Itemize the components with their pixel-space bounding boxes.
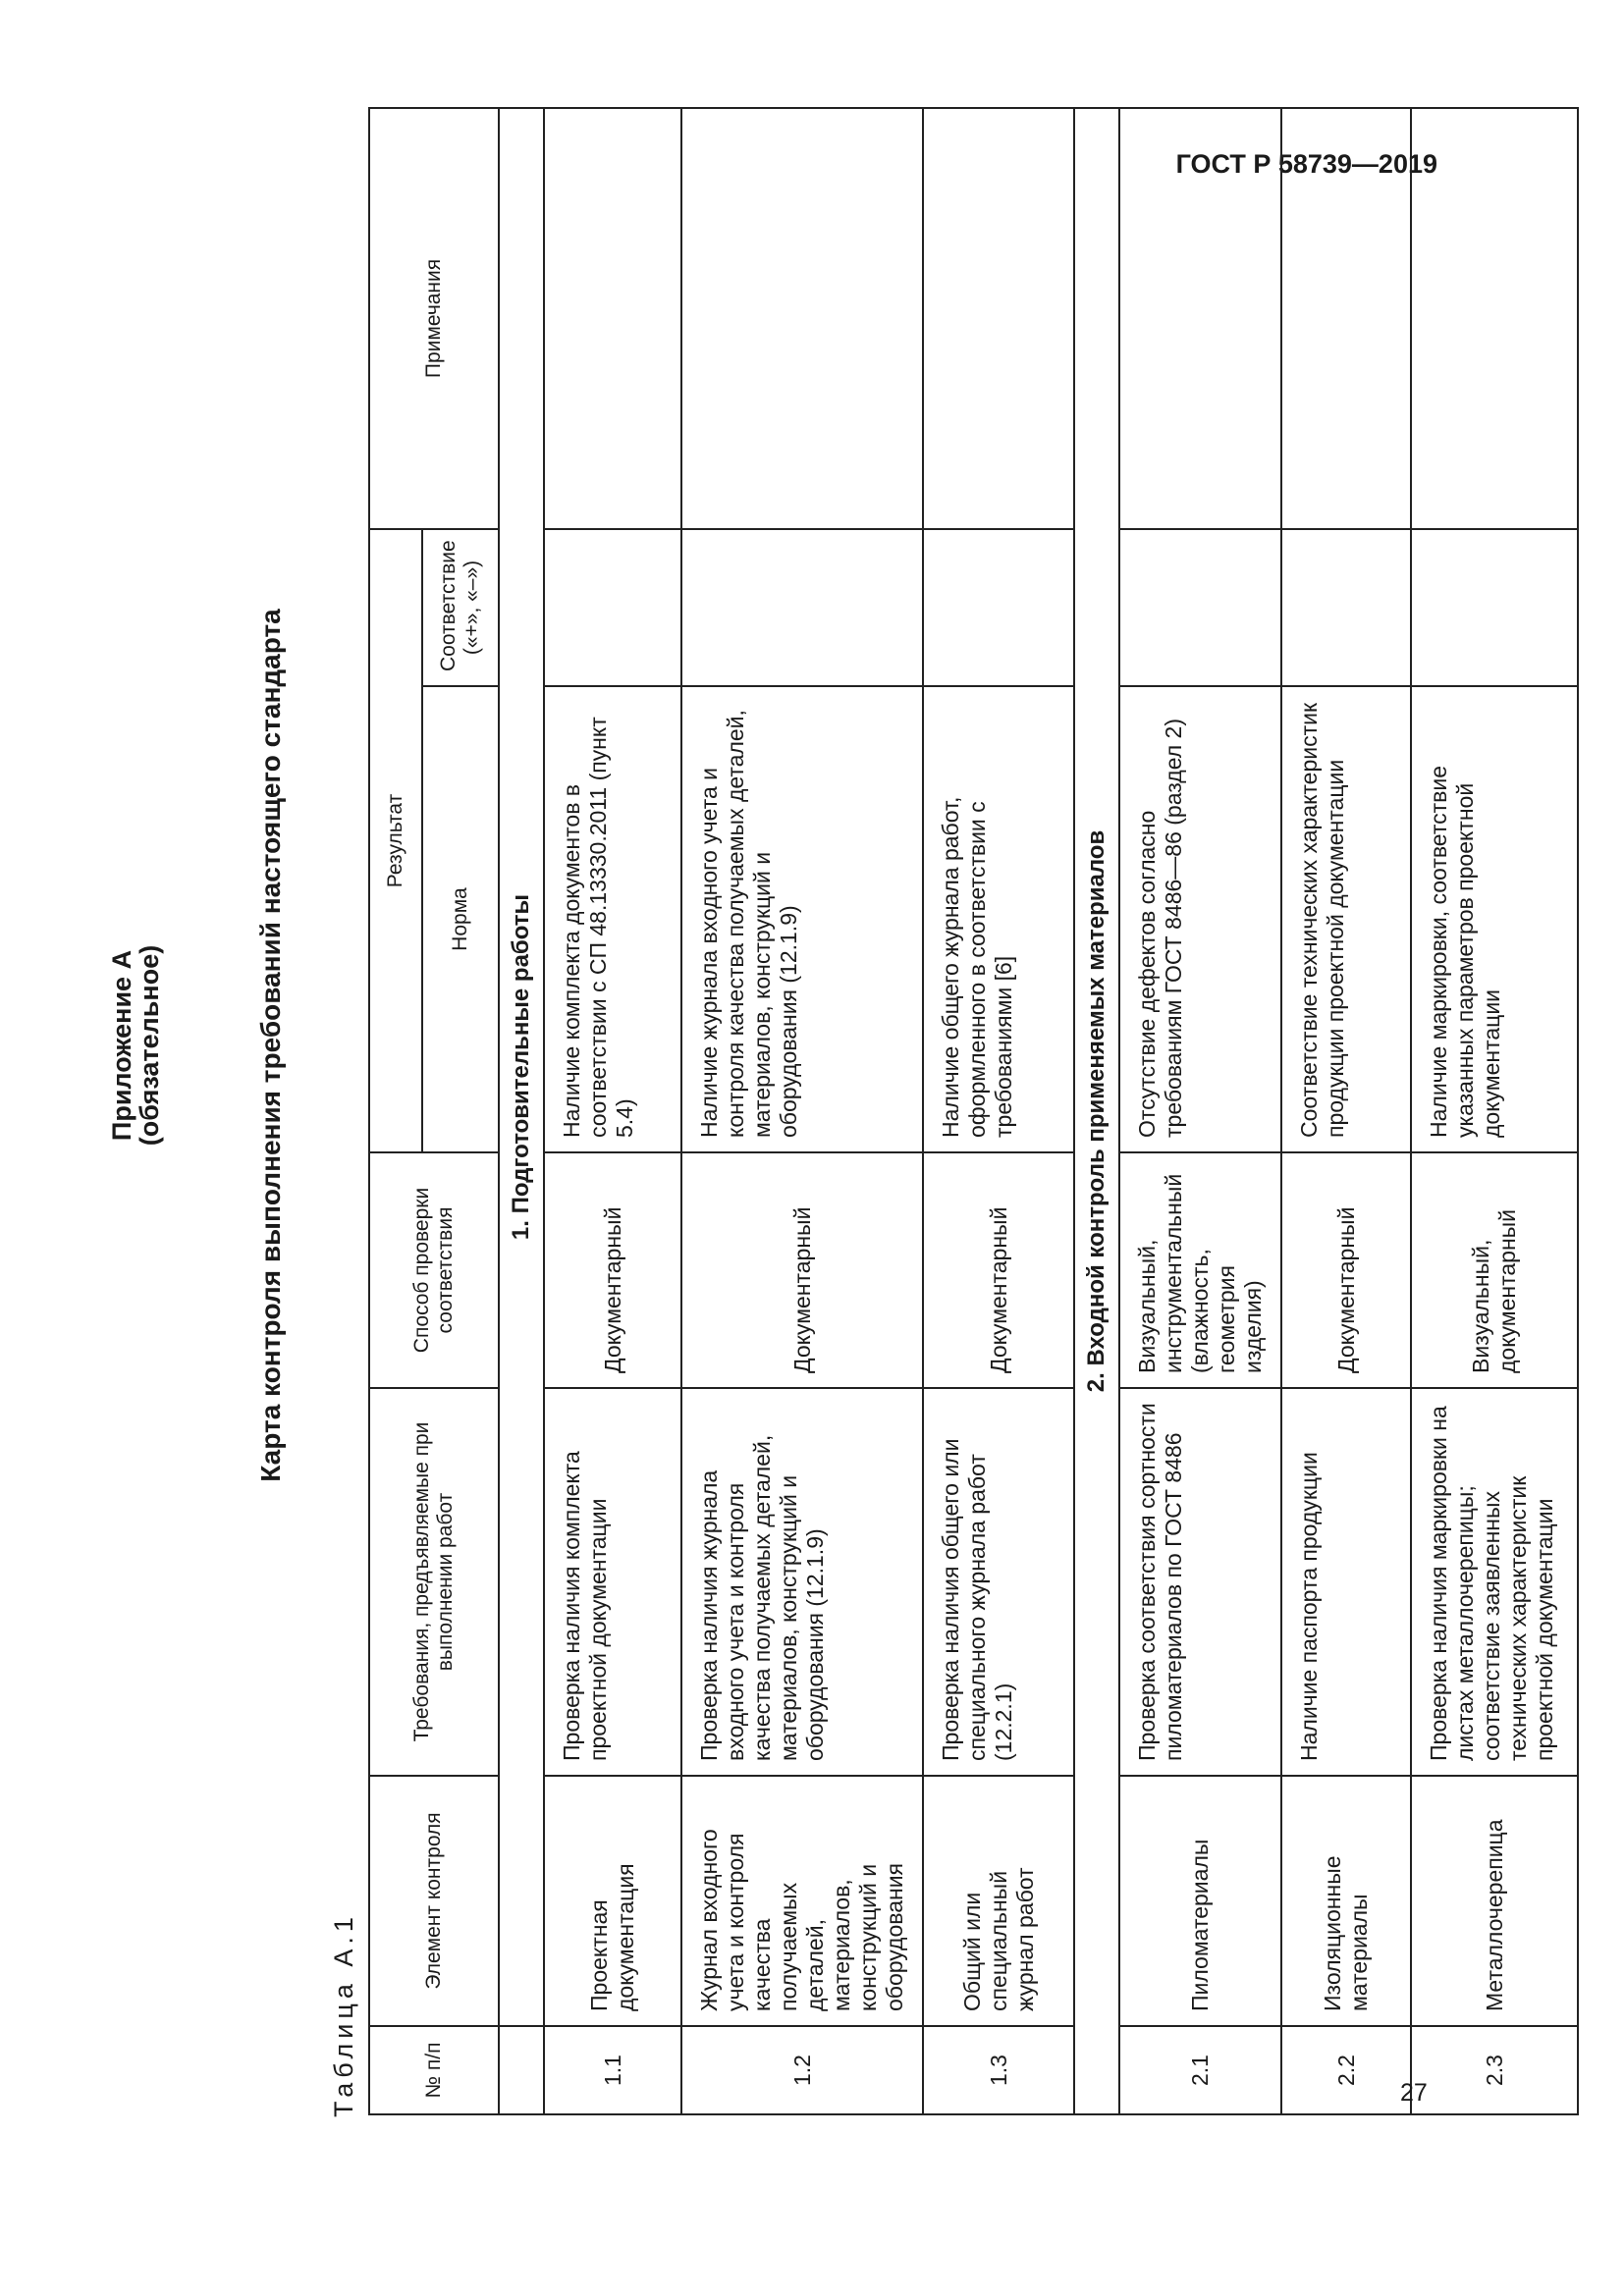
control-table: [368, 107, 1579, 2115]
row-method: Визуальный, документарный: [1411, 1152, 1578, 1388]
table-row: [544, 108, 681, 2114]
header-notes: Примечания: [369, 108, 499, 529]
section-spacer: [499, 2026, 544, 2114]
row-correspondence: [1281, 529, 1411, 686]
row-requirement: Проверка наличия общего или специального журнала работ (12.2.1): [923, 1388, 1074, 1776]
row-element: Журнал входного учета и контроля качества получаемых деталей, материалов, конструкций и оборудования: [681, 1776, 923, 2026]
table-row: [1119, 108, 1281, 2114]
row-norm: Отсутствие дефектов согласно требованиям ГОСТ 8486—86 (раздел 2): [1119, 686, 1281, 1152]
row-notes: [544, 108, 681, 529]
section-title: 1. Подготовительные работы: [499, 108, 544, 2026]
row-correspondence: [681, 529, 923, 686]
row-num: 2.1: [1119, 2026, 1281, 2114]
appendix-status: (обязательное): [135, 944, 164, 1147]
row-correspondence: [923, 529, 1074, 686]
table-row: [1281, 108, 1411, 2114]
row-element: Пиломатериалы: [1119, 1776, 1281, 2026]
table-row: [681, 108, 923, 2114]
row-method: Документарный: [1281, 1152, 1411, 1388]
section-row: [1074, 108, 1119, 2114]
header-num: № п/п: [369, 2026, 499, 2114]
row-requirement: Проверка наличия маркировки на листах металлочерепицы; соответствие заявленных технических характеристик проектной документации: [1411, 1388, 1578, 1776]
table-row: [1411, 108, 1578, 2114]
row-norm: Наличие журнала входного учета и контроля качества получаемых деталей, материалов, конструкций и оборудования (12.1.9): [681, 686, 923, 1152]
header-result: Результат: [369, 529, 422, 1152]
row-num: 1.2: [681, 2026, 923, 2114]
section-title: 2. Входной контроль применяемых материалов: [1074, 108, 1119, 2114]
row-method: Визуальный, инструментальный (влажность, геометрия изделия): [1119, 1152, 1281, 1388]
table-row: [923, 108, 1074, 2114]
page-number: 27: [1400, 2079, 1428, 2107]
section-row: [499, 108, 544, 2114]
row-element: Металлочерепица: [1411, 1776, 1578, 2026]
header-requirements: Требования, предъявляемые при выполнении работ: [369, 1388, 499, 1776]
row-num: 2.3: [1411, 2026, 1578, 2114]
row-num: 1.3: [923, 2026, 1074, 2114]
header-norm: Норма: [422, 686, 499, 1152]
row-correspondence: [544, 529, 681, 686]
row-norm: Соответствие технических характеристик продукции проектной документации: [1281, 686, 1411, 1152]
row-notes: [1281, 108, 1411, 529]
row-requirement: Проверка соответствия сортности пиломатериалов по ГОСТ 8486: [1119, 1388, 1281, 1776]
row-norm: Наличие маркировки, соответствие указанных параметров проектной документации: [1411, 686, 1578, 1152]
row-requirement: Проверка наличия комплекта проектной документации: [544, 1388, 681, 1776]
row-notes: [1119, 108, 1281, 529]
row-norm: Наличие комплекта документов в соответствии с СП 48.13330.2011 (пункт 5.4): [544, 686, 681, 1152]
row-method: Документарный: [681, 1152, 923, 1388]
row-element: Изоляционные материалы: [1281, 1776, 1411, 2026]
row-notes: [923, 108, 1074, 529]
row-num: 2.2: [1281, 2026, 1411, 2114]
row-notes: [1411, 108, 1578, 529]
row-element: Проектная документация: [544, 1776, 681, 2026]
document-header: ГОСТ Р 58739—2019: [1175, 149, 1437, 179]
row-method: Документарный: [923, 1152, 1074, 1388]
row-requirement: Проверка наличия журнала входного учета и контроля качества получаемых деталей, материалов, конструкций и оборудования (12.1.9): [681, 1388, 923, 1776]
row-requirement: Наличие паспорта продукции: [1281, 1388, 1411, 1776]
row-num: 1.1: [544, 2026, 681, 2114]
header-correspondence: Соответствие («+», «–»): [422, 529, 499, 686]
table-caption: Таблица А.1: [329, 1912, 358, 2117]
row-element: Общий или специальный журнал работ: [923, 1776, 1074, 2026]
header-method: Способ проверки соответствия: [369, 1152, 499, 1388]
header-row: [369, 108, 422, 2114]
row-notes: [681, 108, 923, 529]
appendix-title: Приложение А: [107, 949, 136, 1142]
row-method: Документарный: [544, 1152, 681, 1388]
row-correspondence: [1411, 529, 1578, 686]
row-norm: Наличие общего журнала работ, оформленного в соответствии с требованиями [6]: [923, 686, 1074, 1152]
header-element: Элемент контроля: [369, 1776, 499, 2026]
map-title: Карта контроля выполнения требований настоящего стандарта: [255, 609, 286, 1482]
row-correspondence: [1119, 529, 1281, 686]
appendix-heading: [108, 0, 163, 2155]
